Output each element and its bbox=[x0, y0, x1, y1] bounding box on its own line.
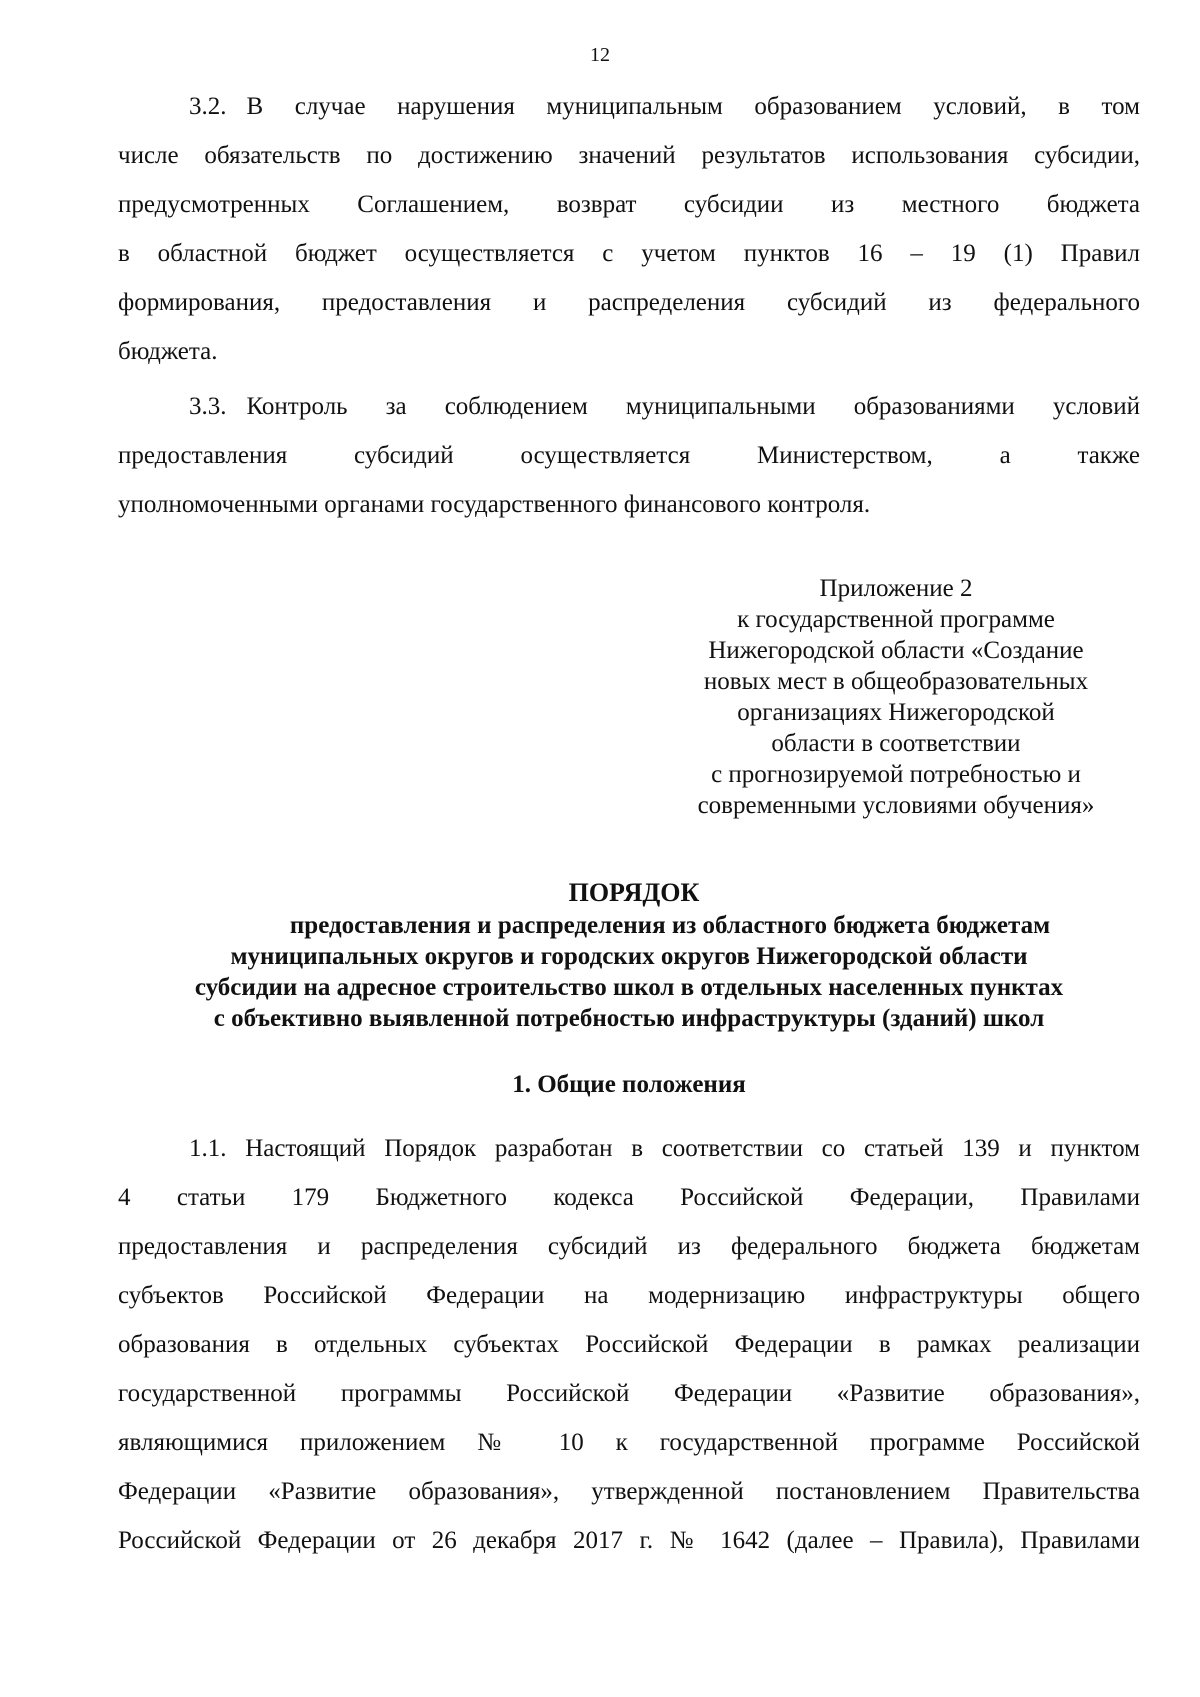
paragraph-line: формирования, предоставления и распределения субсидий из федерального bbox=[118, 289, 1140, 316]
appendix-line: организациях Нижегородской bbox=[737, 699, 1055, 726]
title-subtitle-line: с объективно выявленной потребностью инфраструктуры (зданий) школ bbox=[213, 1005, 1045, 1032]
paragraph-line: субъектов Российской Федерации на модернизацию инфраструктуры общего bbox=[118, 1282, 1140, 1309]
paragraph-number: 3.2. bbox=[189, 93, 227, 120]
paragraph-3-2 bbox=[118, 82, 1140, 376]
appendix-reference bbox=[620, 573, 1172, 821]
paragraph-line: числе обязательств по достижению значений результатов использования субсидии, bbox=[118, 142, 1140, 169]
document-title bbox=[118, 876, 1140, 1034]
paragraph-line: уполномоченными органами государственного финансового контроля. bbox=[118, 491, 871, 518]
title-subtitle-line: субсидии на адресное строительство школ в отдельных населенных пунктах bbox=[194, 974, 1064, 1001]
paragraph-line: государственной программы Российской Федерации «Развитие образования», bbox=[118, 1380, 1140, 1407]
appendix-line: к государственной программе bbox=[737, 606, 1055, 633]
paragraph-line: предоставления и распределения субсидий из федерального бюджета бюджетам bbox=[118, 1233, 1140, 1260]
paragraph-line: образования в отдельных субъектах Российской Федерации в рамках реализации bbox=[118, 1331, 1140, 1358]
paragraph-1-1 bbox=[118, 1124, 1140, 1565]
title-main: ПОРЯДОК bbox=[568, 878, 700, 907]
paragraph-line: предусмотренных Соглашением, возврат субсидии из местного бюджета bbox=[118, 191, 1140, 218]
page-number: 12 bbox=[590, 44, 610, 66]
paragraph-line: Федерации «Развитие образования», утвержденной постановлением Правительства bbox=[118, 1478, 1140, 1505]
paragraph-line: предоставления субсидий осуществляется Министерством, а также bbox=[118, 442, 1140, 469]
appendix-line: Приложение 2 bbox=[819, 575, 973, 602]
title-subtitle-line: предоставления и распределения из областного бюджета бюджетам bbox=[289, 912, 1051, 939]
title-subtitle-line: муниципальных округов и городских округов Нижегородской области bbox=[230, 943, 1028, 970]
appendix-line: области в соответствии bbox=[771, 730, 1021, 757]
paragraph-line: 3.2. В случае нарушения муниципальным образованием условий, в том bbox=[189, 93, 1140, 120]
paragraph-line: 3.3. Контроль за соблюдением муниципальными образованиями условий bbox=[189, 393, 1140, 420]
appendix-line: новых мест в общеобразовательных bbox=[703, 668, 1089, 695]
paragraph-line: бюджета. bbox=[118, 338, 218, 365]
paragraph-line: Российской Федерации от 26 декабря 2017 г. № 1642 (далее – Правила), Правилами bbox=[118, 1527, 1140, 1554]
section-heading: 1. Общие положения bbox=[512, 1071, 746, 1098]
appendix-line: современными условиями обучения» bbox=[697, 792, 1095, 819]
appendix-line: Нижегородской области «Создание bbox=[708, 637, 1084, 664]
appendix-line: с прогнозируемой потребностью и bbox=[711, 761, 1081, 788]
paragraph-3-3 bbox=[118, 382, 1140, 529]
paragraph-line: являющимися приложением № 10 к государственной программе Российской bbox=[118, 1429, 1140, 1456]
paragraph-line: 4 статьи 179 Бюджетного кодекса Российской Федерации, Правилами bbox=[118, 1184, 1140, 1211]
paragraph-number: 3.3. bbox=[189, 393, 227, 420]
paragraph-line: в областной бюджет осуществляется с учетом пунктов 16 – 19 (1) Правил bbox=[118, 240, 1140, 267]
paragraph-line: 1.1. Настоящий Порядок разработан в соответствии со статьей 139 и пунктом bbox=[189, 1135, 1140, 1162]
